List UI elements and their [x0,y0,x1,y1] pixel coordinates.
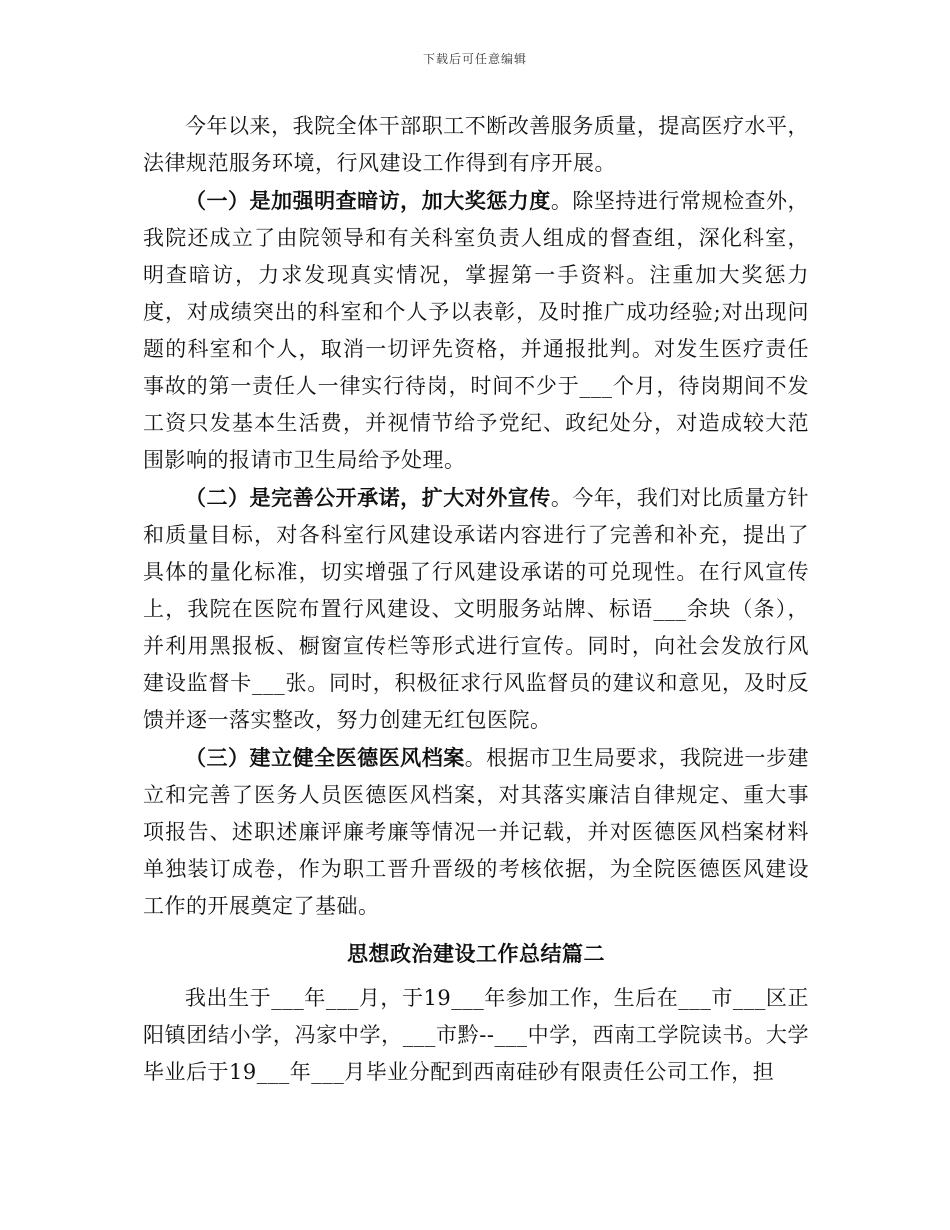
section-one-text: 。除坚持进行常规检查外，我院还成立了由院领导和有关科室负责人组成的督查组，深化科室，明查暗访，力求发现真实情况，掌握第一手资料。注重加大奖惩力度，对成绩突出的科室和个人予以表彰，及时推广成功经验;对出现问题的科室和个人，取消一切评先资格，并通报批判。对发生医疗责任事故的第一责任人一律实行待岗，时间不少于___个月，待岗期间不发工资只发基本生活费，并视情节给予党纪、政纪处分，对造成较大范围影响的报请市卫生局给予处理。 [143,189,810,472]
section-two-heading: （二）是完善公开承诺，扩大对外宣传 [185,485,551,510]
document-body [143,108,809,1091]
section-three-paragraph [143,739,809,925]
section-three-text: 。根据市卫生局要求，我院进一步建立和完善了医务人员医德医风档案，对其落实廉洁自律规定、重大事项报告、述职述廉评廉考廉等情况一并记载，并对医德医风档案材料单独装订成卷，作为职工晋升晋级的考核依据，为全院医德医风建设工作的开展奠定了基础。 [143,746,810,918]
section-one-heading: （一）是加强明查暗访，加大奖惩力度 [185,188,551,213]
article-two-title: 思想政治建设工作总结篇二 [347,941,605,966]
section-two-paragraph [143,479,809,739]
section-two-text: 。今年，我们对比质量方针和质量目标，对各科室行风建设承诺内容进行了完善和补充，提出了具体的量化标准，切实增强了行风建设承诺的可兑现性。在行风宣传上，我院在医院布置行风建设、文明服务站牌、标语___余块（条），并利用黑报板、橱窗宣传栏等形式进行宣传。同时，向社会发放行风建设监督卡___张。同时，积极征求行风监督员的建议和意见，及时反馈并逐一落实整改，努力创建无红包医院。 [143,486,810,732]
section-three-heading: （三）建立健全医德医风档案 [185,745,465,770]
section-one-paragraph [143,182,809,479]
article-two-paragraph: 我出生于___年___月，于19___年参加工作，生后在___市___区正阳镇团结小学，冯家中学，___市黔--___中学，西南工学院读书。大学毕业后于19___年___月毕业分配到西南硅砂有限责任公司工作，担 [143,986,809,1084]
intro-paragraph: 今年以来，我院全体干部职工不断改善服务质量，提高医疗水平，法律规范服务环境，行风建设工作得到有序开展。 [143,114,809,175]
page-header: 下载后可任意编辑 [422,52,527,66]
